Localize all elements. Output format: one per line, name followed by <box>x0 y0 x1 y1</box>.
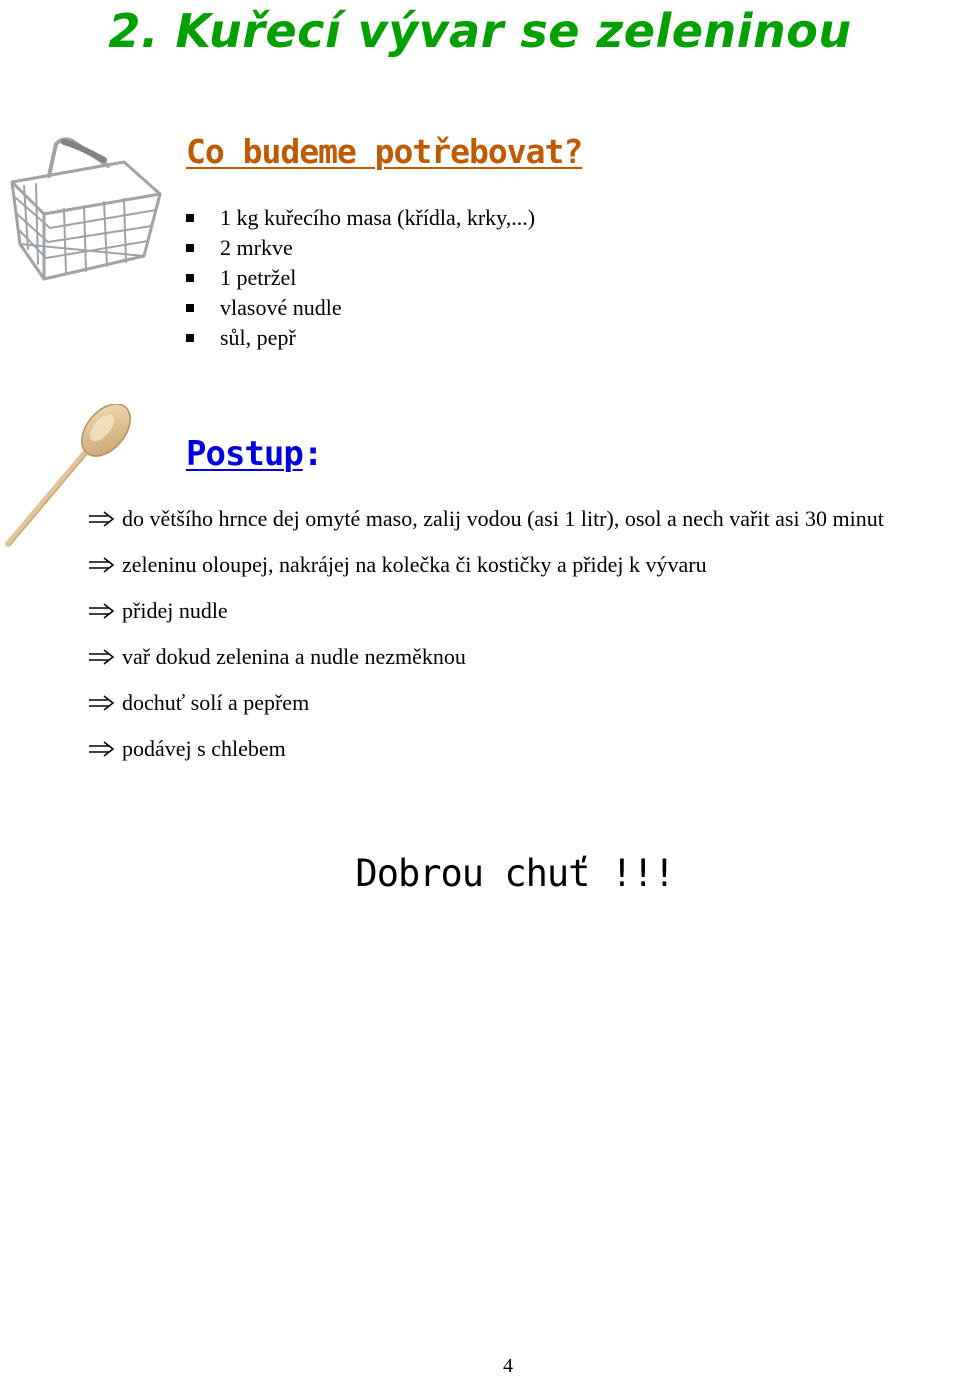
list-item <box>88 726 960 771</box>
step-text: dochuť solí a pepřem <box>122 690 310 715</box>
list-item: 1 petržel <box>186 263 535 293</box>
double-right-arrow-icon <box>88 556 116 574</box>
list-item <box>88 680 960 725</box>
list-item <box>88 496 960 541</box>
procedure-steps <box>88 496 960 772</box>
step-text: podávej s chlebem <box>122 736 286 761</box>
ingredients-list <box>186 203 535 353</box>
double-right-arrow-icon <box>88 648 116 666</box>
list-item <box>88 634 960 679</box>
shopping-basket-icon <box>4 134 164 284</box>
double-right-arrow-icon <box>88 602 116 620</box>
list-item: sůl, pepř <box>186 323 535 353</box>
page-number: 4 <box>503 1355 513 1377</box>
list-item: 1 kg kuřecího masa (křídla, krky,...) <box>186 203 535 233</box>
step-text: do většího hrnce dej omyté maso, zalij vodou (asi 1 litr), osol a nech vařit asi 30 minut <box>122 506 884 531</box>
double-right-arrow-icon <box>88 740 116 758</box>
procedure-heading <box>186 432 322 476</box>
recipe-title: 2. Kuřecí vývar se zeleninou <box>108 4 852 58</box>
step-text: zeleninu oloupej, nakrájej na kolečka či kostičky a přidej k vývaru <box>122 552 707 577</box>
step-text: přidej nudle <box>122 598 228 623</box>
procedure-heading-text: Postup <box>186 434 303 474</box>
step-text: vař dokud zelenina a nudle nezměknou <box>122 644 466 669</box>
list-item: 2 mrkve <box>186 233 535 263</box>
list-item: vlasové nudle <box>186 293 535 323</box>
list-item <box>88 542 960 587</box>
list-item <box>88 588 960 633</box>
double-right-arrow-icon <box>88 694 116 712</box>
procedure-heading-colon: : <box>302 434 323 474</box>
double-right-arrow-icon <box>88 510 116 528</box>
closing-wish: Dobrou chuť !!! <box>355 852 675 895</box>
ingredients-heading: Co budeme potřebovat? <box>186 132 583 171</box>
